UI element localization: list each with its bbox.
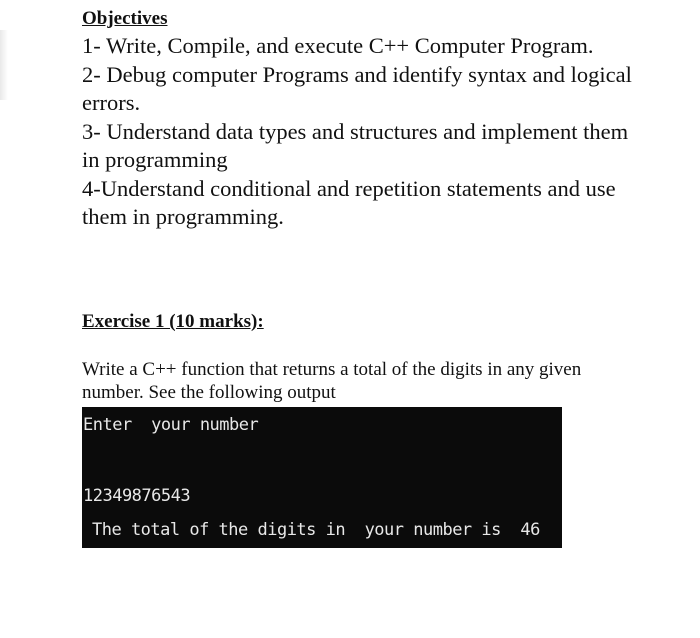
objective-item: 4-Understand conditional and repetition statements and use them in programming. bbox=[82, 175, 616, 229]
exercise-prompt: Write a C++ function that returns a total of the digits in any given number. See the following output bbox=[82, 359, 582, 403]
page-edge-shadow bbox=[0, 30, 8, 100]
console-output bbox=[82, 407, 562, 548]
objectives-heading: Objectives bbox=[82, 8, 168, 29]
console-line-result: The total of the digits in your number is 46 bbox=[92, 520, 540, 540]
objectives-list bbox=[82, 32, 642, 232]
exercise-heading: Exercise 1 (10 marks): bbox=[82, 311, 264, 332]
console-line-prompt: Enter your number bbox=[83, 415, 259, 435]
objective-item: 3- Understand data types and structures and implement them in programming bbox=[82, 118, 629, 172]
objective-item: 2- Debug computer Programs and identify syntax and logical errors. bbox=[82, 61, 632, 115]
console-line-input: 12349876543 bbox=[83, 486, 191, 506]
objective-item: 1- Write, Compile, and execute C++ Computer Program. bbox=[82, 33, 594, 58]
